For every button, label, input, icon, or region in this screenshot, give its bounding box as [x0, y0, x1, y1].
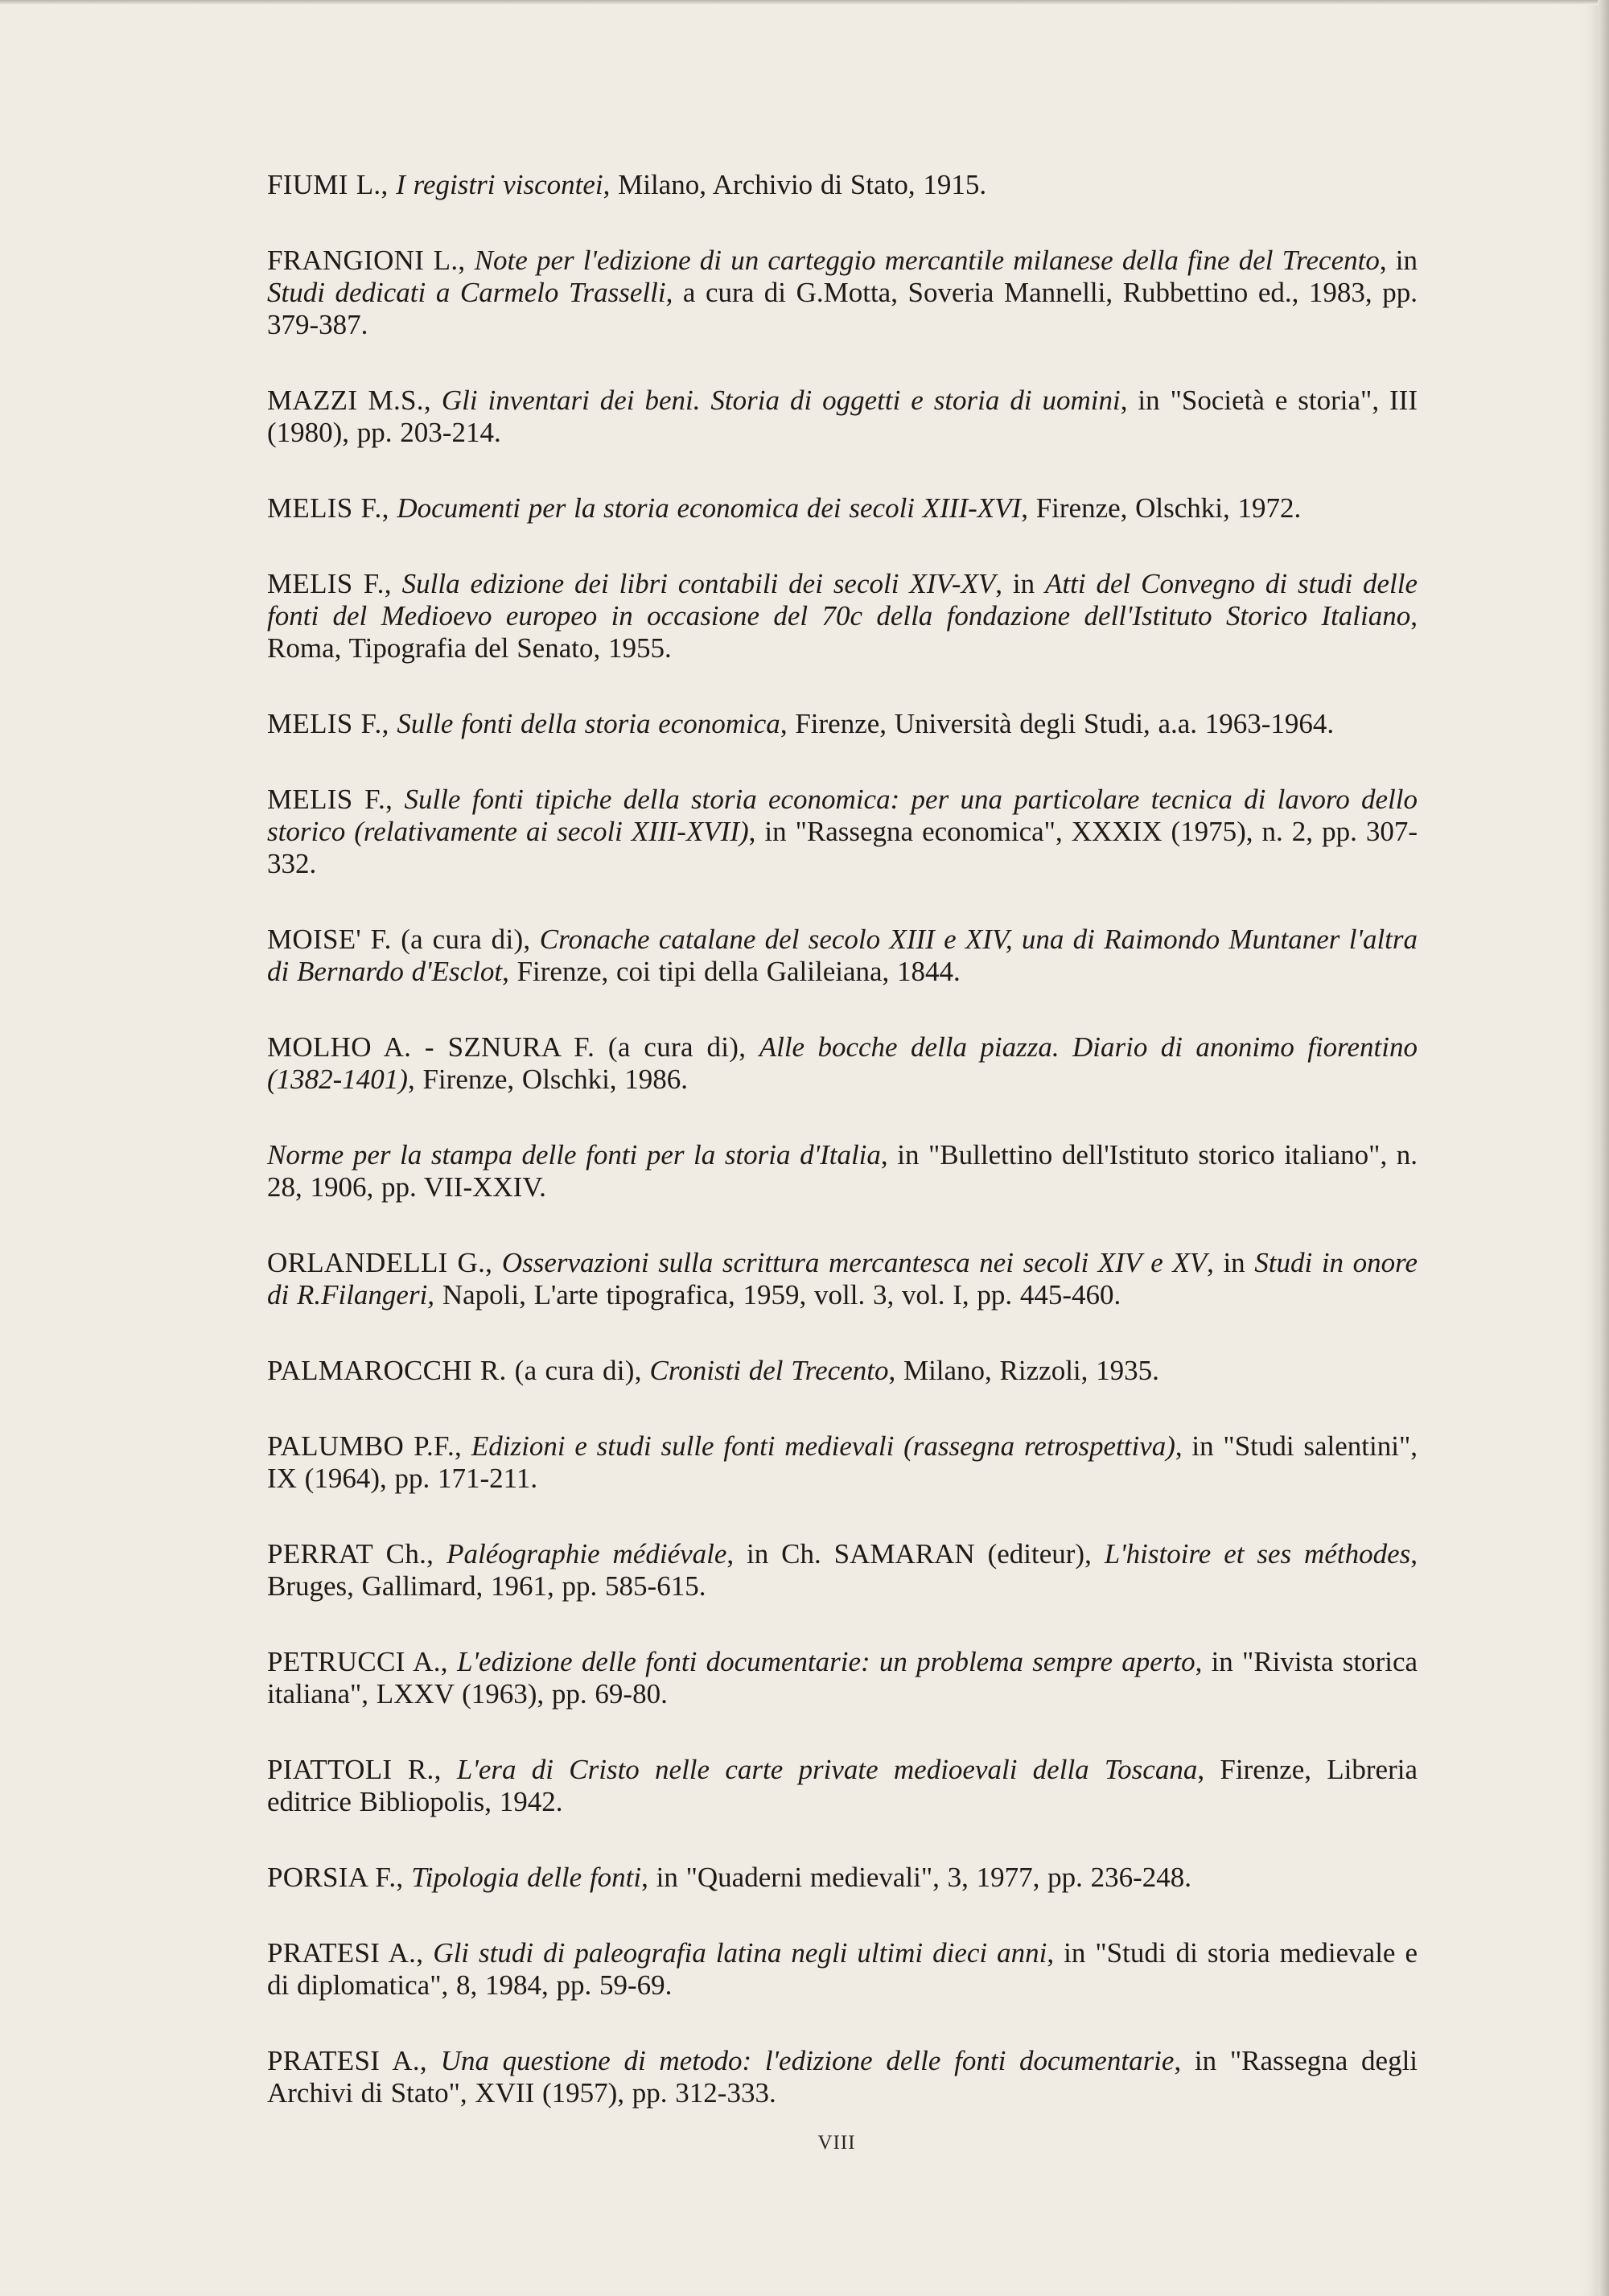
bibliography-list [267, 169, 1418, 2153]
bibliography-entry [267, 1538, 1418, 1603]
entry-author: PRATESI A., [267, 1937, 424, 1969]
entry-container-title: Studi dedicati a Carmelo Trasselli, [267, 277, 673, 308]
entry-title: Una questione di metodo: l'edizione delle fonti documentarie [440, 2045, 1175, 2076]
entry-author: MELIS F., [267, 708, 389, 739]
bibliography-entry [267, 1430, 1418, 1495]
bibliography-entry [267, 1937, 1418, 2002]
entry-author: PALUMBO P.F., [267, 1430, 463, 1462]
entry-details: , in "Quaderni medievali", 3, 1977, pp. 236-248. [641, 1862, 1192, 1893]
entry-title: Cronache catalane del secolo XIII e XIV, una di Raimondo Muntaner l'altra di Bernardo d'Esclot [267, 924, 1418, 987]
entry-title: Gli studi di paleografia latina negli ultimi dieci anni [433, 1937, 1047, 1969]
entry-details: , Roma, Tipografia del Senato, 1955. [267, 600, 1418, 664]
bibliography-entry [267, 1247, 1418, 1311]
entry-title: Osservazioni sulla scrittura mercantesca nei secoli XIV e XV [501, 1247, 1208, 1278]
entry-details: , Firenze, Università degli Studi, a.a. 1963-1964. [780, 708, 1335, 739]
entry-author: MELIS F., [267, 492, 389, 524]
entry-details: , in "Studi salentini", IX (1964), pp. 171-211. [267, 1430, 1418, 1494]
entry-title: Documenti per la storia economica dei secoli XIII-XVI [397, 492, 1022, 524]
entry-details: a cura di G.Motta, Soveria Mannelli, Rubbettino ed., 1983, pp. 379-387. [267, 277, 1418, 340]
entry-details: , Milano, Archivio di Stato, 1915. [603, 169, 987, 200]
entry-author: FIUMI L., [267, 169, 389, 200]
entry-details: , Firenze, coi tipi della Galileiana, 1844. [502, 956, 961, 987]
entry-connector: , in [1207, 1247, 1255, 1278]
entry-details: , in "Rivista storica italiana", LXXV (1963), pp. 69-80. [267, 1646, 1418, 1710]
entry-container-title: Atti del Convegno di studi delle fonti del Medioevo europeo in occasione del 70c della fondazione dell'Istituto Storico Italiano [267, 568, 1418, 632]
bibliography-entry [267, 385, 1418, 449]
entry-details: , in "Società e storia", III (1980), pp. 203-214. [267, 385, 1418, 448]
entry-author: PORSIA F., [267, 1862, 404, 1893]
entry-title: Gli inventari dei beni. Storia di oggetti e storia di uomini [441, 385, 1121, 416]
entry-author: MOLHO A. - SZNURA F. (a cura di), [267, 1031, 747, 1063]
bibliography-entry [267, 1862, 1418, 1894]
entry-details: , in "Bullettino dell'Istituto storico italiano", n. 28, 1906, pp. VII-XXIV. [267, 1139, 1418, 1203]
page-number: VIII [817, 2132, 856, 2154]
bibliography-entry [267, 2045, 1418, 2109]
bibliography-entry [267, 1646, 1418, 1710]
entry-title: Sulle fonti tipiche della storia economica: per una particolare tecnica di lavoro dello storico (relativamente ai secoli XIII-XVII) [267, 784, 1418, 847]
entry-title: L'edizione delle fonti documentarie: un problema sempre aperto [457, 1646, 1195, 1677]
entry-details: , in "Rassegna degli Archivi di Stato", XVII (1957), pp. 312-333. [267, 2045, 1418, 2109]
bibliography-entry [267, 1031, 1418, 1096]
entry-details: , Bruges, Gallimard, 1961, pp. 585-615. [267, 1538, 1418, 1602]
entry-details: , Firenze, Libreria editrice Bibliopolis, 1942. [267, 1754, 1418, 1817]
entry-connector: , in [995, 568, 1046, 599]
entry-title: Sulle fonti della storia economica [397, 708, 780, 739]
entry-connector: , in [1379, 245, 1418, 276]
entry-title: I registri viscontei [396, 169, 603, 200]
entry-author: MOISE' F. (a cura di), [267, 924, 531, 955]
bibliography-entry [267, 784, 1418, 880]
entry-container-title: Studi in onore di R.Filangeri, [267, 1247, 1418, 1311]
entry-title: Norme per la stampa delle fonti per la storia d'Italia [267, 1139, 881, 1171]
entry-details: , Milano, Rizzoli, 1935. [888, 1355, 1159, 1386]
entry-title: Paléographie médiévale [446, 1538, 727, 1570]
bibliography-entry [267, 1754, 1418, 1818]
entry-connector: , in Ch. SAMARAN (editeur), [726, 1538, 1105, 1570]
entry-author: PRATESI A., [267, 2045, 427, 2076]
bibliography-entry [267, 924, 1418, 988]
page-top-edge [0, 0, 1609, 5]
entry-title: Tipologia delle fonti [411, 1862, 642, 1893]
entry-title: L'era di Cristo nelle carte private medioevali della Toscana [456, 1754, 1198, 1785]
bibliography-entry [267, 568, 1418, 665]
entry-author: ORLANDELLI G., [267, 1247, 493, 1278]
entry-details: Napoli, L'arte tipografica, 1959, voll. 3, vol. I, pp. 445-460. [434, 1279, 1121, 1311]
bibliography-entry [267, 1355, 1418, 1387]
entry-details: , in "Studi di storia medievale e di diplomatica", 8, 1984, pp. 59-69. [267, 1937, 1418, 2001]
bibliography-entry [267, 492, 1418, 525]
entry-title: Sulla edizione dei libri contabili dei secoli XIV-XV [401, 568, 996, 599]
entry-author: PERRAT Ch., [267, 1538, 434, 1570]
bibliography-entry [267, 708, 1418, 740]
entry-title: Alle bocche della piazza. Diario di anonimo fiorentino (1382-1401) [267, 1031, 1418, 1095]
entry-details: , Firenze, Olschki, 1972. [1021, 492, 1302, 524]
bibliography-entry [267, 245, 1418, 341]
entry-author: PIATTOLI R., [267, 1754, 442, 1785]
entry-title: Cronisti del Trecento [649, 1355, 889, 1386]
entry-title: Edizioni e studi sulle fonti medievali (rassegna retrospettiva) [471, 1430, 1175, 1462]
entry-author: FRANGIONI L., [267, 245, 466, 276]
page-right-edge [1598, 0, 1609, 2296]
bibliography-entry [267, 1139, 1418, 1204]
entry-author: MAZZI M.S., [267, 385, 431, 416]
entry-author: PETRUCCI A., [267, 1646, 448, 1677]
entry-title: Note per l'edizione di un carteggio mercantile milanese della fine del Trecento [474, 245, 1380, 276]
entry-container-title: L'histoire et ses méthodes [1104, 1538, 1411, 1570]
entry-details: , in "Rassegna economica", XXXIX (1975), n. 2, pp. 307-332. [267, 816, 1418, 879]
entry-author: PALMAROCCHI R. (a cura di), [267, 1355, 642, 1386]
entry-details: , Firenze, Olschki, 1986. [407, 1064, 689, 1095]
bibliography-entry [267, 169, 1418, 201]
entry-author: MELIS F., [267, 568, 392, 599]
entry-author: MELIS F., [267, 784, 393, 815]
